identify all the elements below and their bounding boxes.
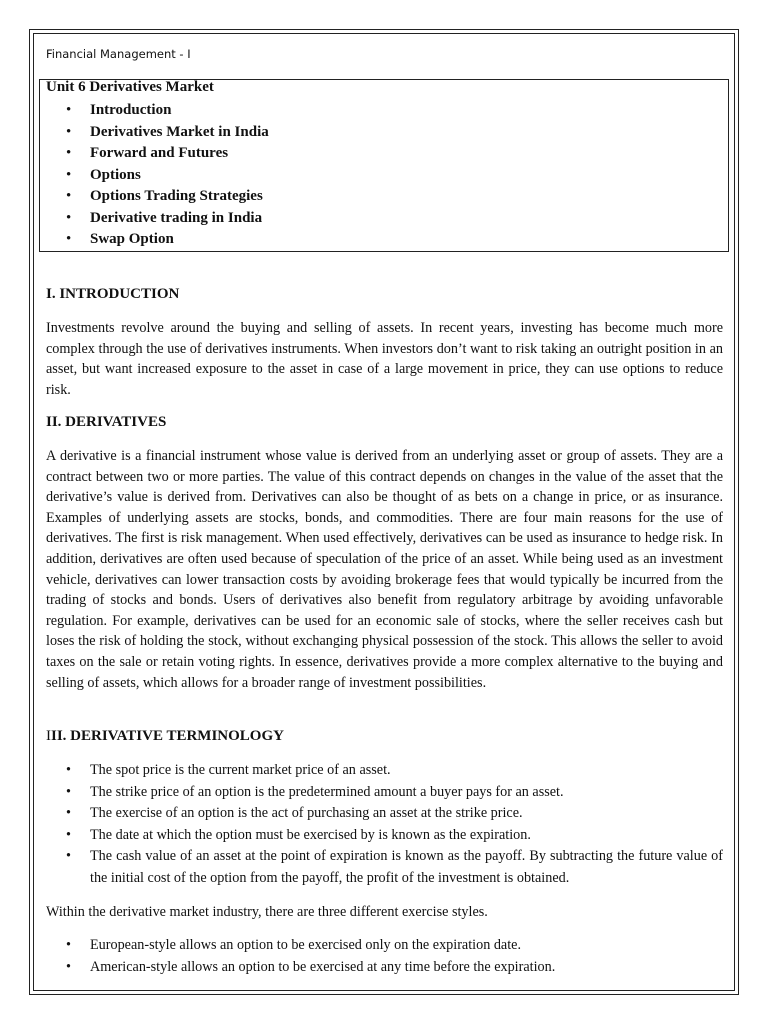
bullet-icon: •: [66, 102, 72, 118]
bullet-icon: •: [66, 783, 71, 800]
unit-topic-item: • Derivatives Market in India: [66, 122, 269, 144]
exercise-styles-intro: Within the derivative market industry, there are three different exercise styles.: [46, 904, 488, 920]
bullet-icon: •: [66, 209, 72, 226]
bullet-icon: •: [66, 848, 71, 864]
bullet-icon: •: [66, 123, 72, 140]
bullet-icon: •: [66, 958, 71, 975]
bullet-icon: •: [66, 826, 71, 843]
list-item: • The strike price of an option is the predetermined amount a buyer pays for an asset.: [66, 782, 723, 804]
section-heading-derivatives: II. DERIVATIVES: [46, 414, 167, 430]
bullet-icon: •: [66, 762, 71, 778]
unit-topic-list: [66, 100, 269, 251]
derivatives-paragraph: A derivative is a financial instrument whose value is derived from an underlying asset or group of assets. They are a contract between two or more parties. The value of this contract depends on changes in the value of the asset that the derivative’s value is derived from. Derivatives can also be thought of as bets on a change in price, or as insurance. Examples of underlying assets are stocks, bonds, and commodities. There are four main reasons for the use of derivatives. The first is risk management. When used effectively, derivatives can be used as insurance to hedge risk. In addition, derivatives are often used because of speculation of the price of an asset. While being used as an investment vehicle, derivatives can lower transaction costs by avoiding brokerage fees that would typically be incurred from the trading of stocks and bonds. Users of derivatives also benefit from regulatory arbitrage by avoiding unfavorable regulation. For example, derivatives can be used for an economic sale of stocks, where the seller receives cash but loses the risk of holding the stock, without exchanging physical possession of the stock. This allows the seller to avoid taxes on the sale or retain voting rights. In essence, derivatives provide a more complex alternative to the buying and selling of assets, which allows for a broader range of investment possibilities.: [46, 448, 723, 691]
bullet-icon: •: [66, 188, 72, 204]
section-heading-terminology: III. DERIVATIVE TERMINOLOGY: [46, 728, 284, 744]
unit-topic-item: • Forward and Futures: [66, 143, 269, 165]
introduction-paragraph: Investments revolve around the buying and selling of assets. In recent years, investing has become much more complex through the use of derivatives instruments. When investors don’t want to risk taking an outright position in an asset, but want increased exposure to the asset in case of a large movement in price, they can use options to reduce risk.: [46, 320, 723, 398]
running-header: Financial Management - I: [46, 47, 191, 61]
list-item: • American-style allows an option to be exercised at any time before the expiration.: [66, 957, 723, 979]
section-heading-introduction: I. INTRODUCTION: [46, 286, 180, 302]
bullet-icon: •: [66, 231, 72, 247]
unit-topic-item: • Derivative trading in India: [66, 208, 269, 230]
list-item: • The date at which the option must be exercised by is known as the expiration.: [66, 825, 723, 847]
unit-topic-item: • Options: [66, 165, 269, 187]
unit-topic-item: • Options Trading Strategies: [66, 186, 269, 208]
exercise-styles-list: [66, 935, 723, 978]
list-item: • The spot price is the current market price of an asset.: [66, 760, 723, 782]
bullet-icon: •: [66, 805, 71, 821]
unit-topic-item: • Introduction: [66, 100, 269, 122]
bullet-icon: •: [66, 145, 72, 161]
unit-topic-item: • Swap Option: [66, 229, 269, 251]
list-item: • European-style allows an option to be exercised only on the expiration date.: [66, 935, 723, 957]
bullet-icon: •: [66, 166, 72, 183]
list-item: • The exercise of an option is the act of purchasing an asset at the strike price.: [66, 803, 723, 825]
terminology-list: [66, 760, 723, 889]
unit-title: Unit 6 Derivatives Market: [46, 79, 214, 95]
list-item: • The cash value of an asset at the point of expiration is known as the payoff. By subtracting the future value of the initial cost of the option from the payoff, the profit of the investment is obtained.: [66, 848, 723, 886]
bullet-icon: •: [66, 937, 71, 953]
